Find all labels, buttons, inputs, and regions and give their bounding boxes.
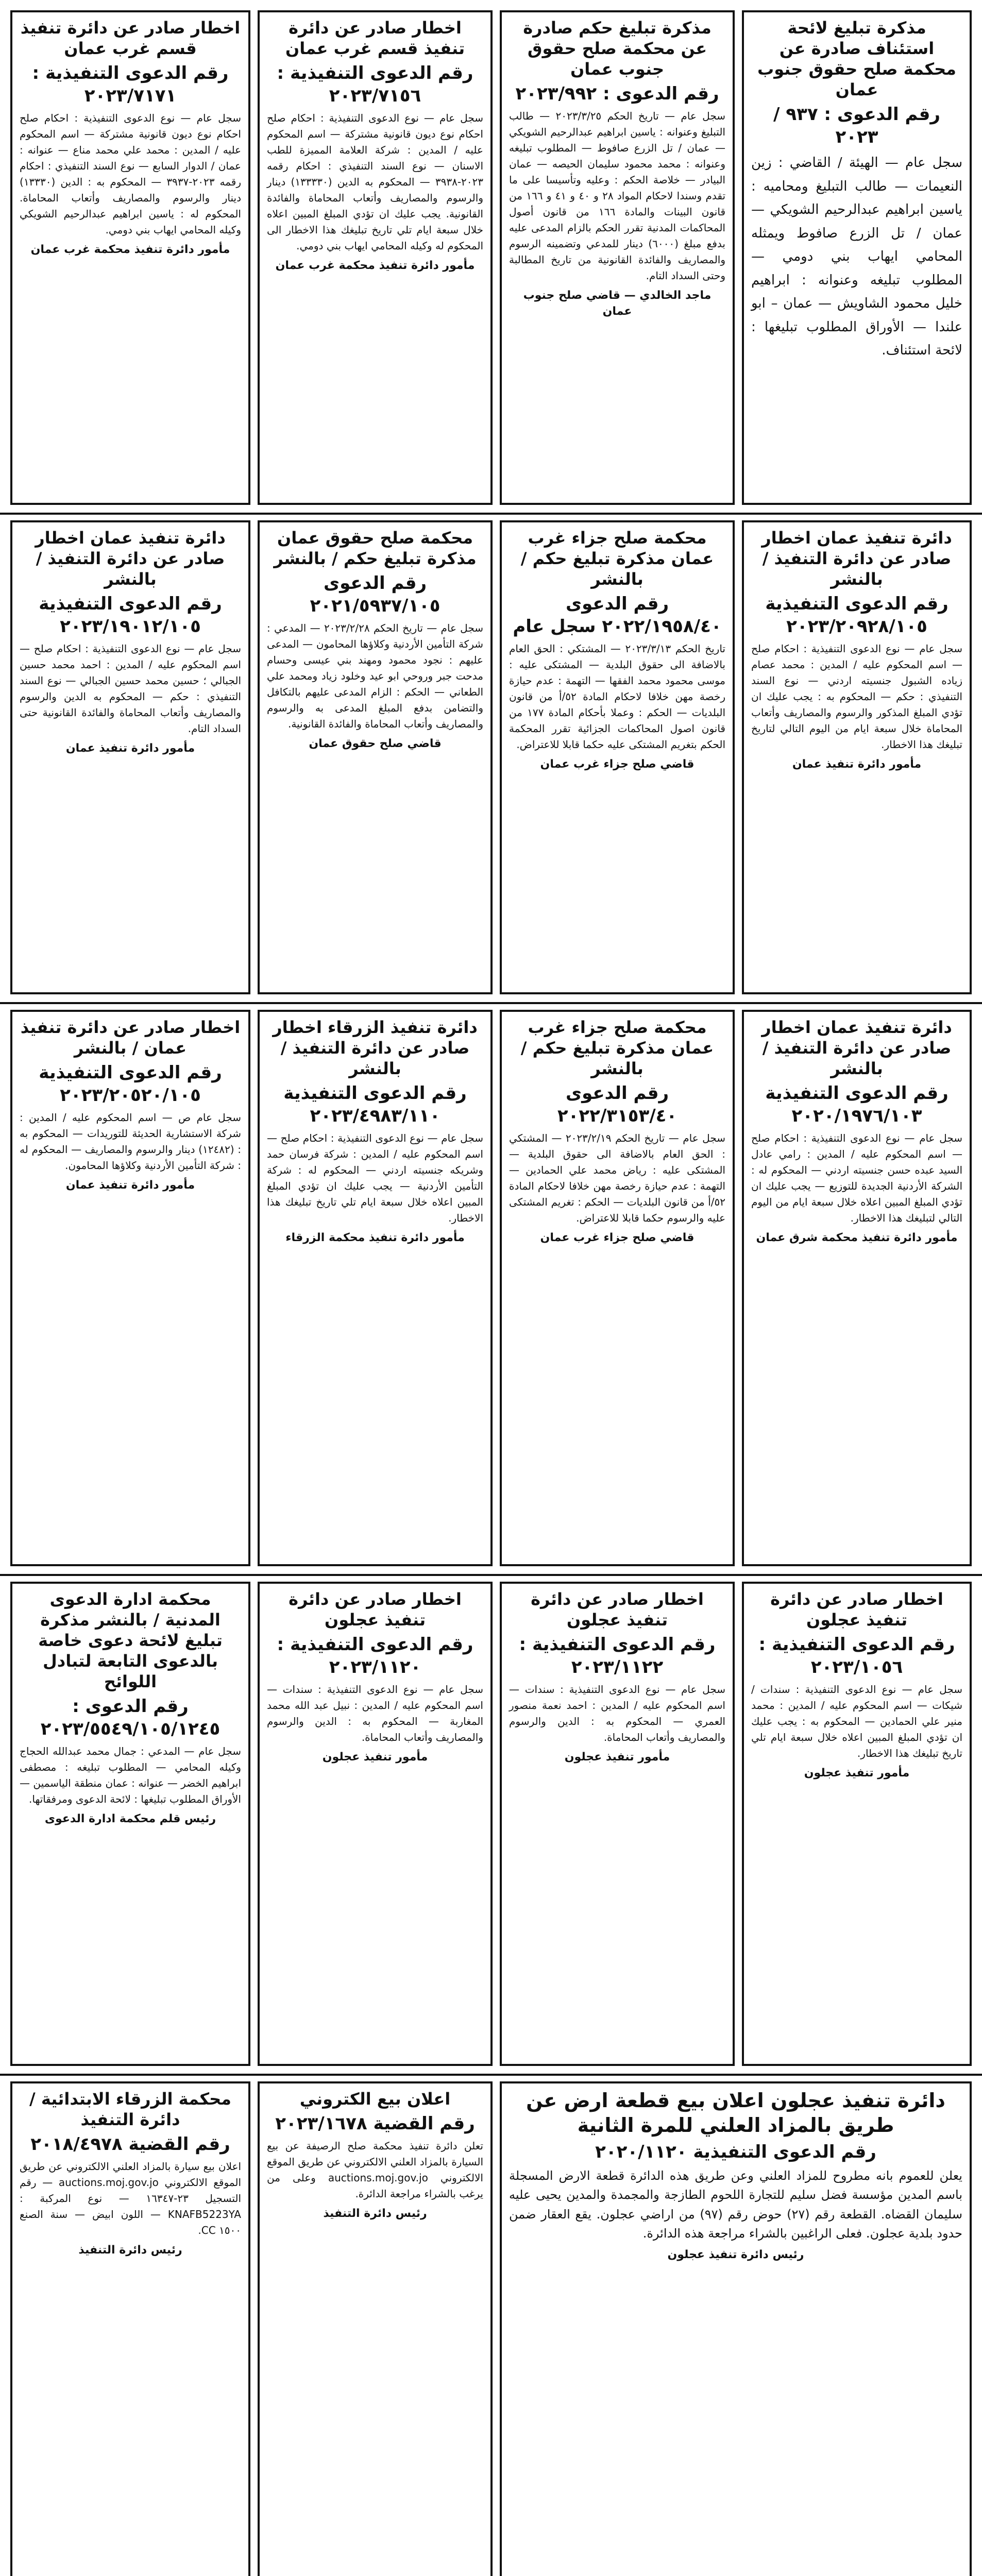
- row-divider: [0, 2074, 982, 2076]
- notice-header: محكمة ادارة الدعوى المدنية / بالنشر مذكرة تبليغ لائحة دعوى خاصة بالدعوى التابعة لتبادل اللوائح: [38, 1589, 223, 1691]
- notice-body: تعلن دائرة تنفيذ محكمة صلح الرصيفة عن بيع السيارة بالمزاد العلني الالكتروني عن طريق الموقع الالكتروني auctions.moj.gov.jo وعلى من يرغب بالشراء مراجعة الدائرة.: [267, 2140, 483, 2200]
- notice-body: سجل عام — تاريخ الحكم ٢٠٢٣/٢/٢٨ — المدعي : شركة التأمين الأردنية وكلاؤها المحامون — المدعى عليهم : نجود محمود ومهند بني عيسى وحسام مدحت جبر وروحي ابو عيد وخلود زياد ومحمد علي الطعاني — الحكم : الزام المدعى عليهم بالتكافل والتضامن بدفع المبلغ المدعى به والرسوم والمصاريف وأتعاب المحاماة والفائدة القانونية.: [267, 622, 483, 731]
- notice-case-number: رقم الدعوى ٢٠٢٢/١٩٥٨/٤٠ سجل عام: [513, 594, 722, 637]
- notice-header: محكمة صلح جزاء غرب عمان مذكرة تبليغ حكم / بالنشر: [520, 1018, 714, 1078]
- notice-electronic-sale-1: [258, 2081, 493, 2576]
- notice-execution-amman-1: [742, 520, 972, 994]
- notice-header: اخطار صادر عن دائرة تنفيذ قسم غرب عمان: [285, 18, 465, 58]
- notice-case-number: رقم الدعوى : ٢٠٢٣/٩٩٢: [515, 83, 719, 104]
- notice-header: اعلان بيع الكتروني: [299, 2089, 451, 2109]
- notice-appeal: [742, 10, 972, 505]
- notice-footer: مأمور تنفيذ عجلون: [804, 1767, 910, 1780]
- notice-body: اعلان بيع سيارة بالمزاد العلني الالكتروني عن طريق الموقع الالكتروني auctions.moj.gov.jo — رقم التسجيل ٢٣-١٦٣٤٧ — نوع المركبة : KNAFB5223YA — اللون ابيض — سنة الصنع ١٥٠٠ CC.: [20, 2160, 242, 2237]
- notice-body: سجل عام — نوع الدعوى التنفيذية : احكام صلح احكام نوع ديون قانونية مشتركة — اسم المحكوم عليه / المدين : محمد علي محمد مناع — عنوانه : عمان / الدوار السابع — نوع السند التنفيذي : احكام رقمه ٢٠٢٣-٣٩٣٧ — المحكوم به : الدين (١٣٣٣٠) دينار والرسوم والمصاريف وأتعاب المحاماة. المحكوم له : ياسين ابراهيم عبدالرحيم الشويكي وكيله المحامي ايهاب بني دومي.: [20, 112, 241, 236]
- notice-body: سجل عام — تاريخ الحكم ٢٠٢٣/٣/٢٥ — طالب التبليغ وعنوانه : ياسين ابراهيم عبدالرحيم الشويكي — عمان / تل الزرع صافوط — المطلوب تبليغه وعنوانه : محمد محمود سليمان الحيصه — عمان البيادر — خلاصة الحكم : وعليه وتأسيسا على ما تقدم وسندا لاحكام المواد ٢٨ و ٤٠ و ٤١ و ١٦٦ من قانون البينات والمادة ١٦٦ من قانون أصول المحاكمات المدنية تقرر الحكم بالزام المدعى عليه بدفع مبلغ (٦٠٠٠) دينار للمدعي وتضمينه الرسوم والمصاريف والفائدة القانونية من تاريخ المطالبة وحتى السداد التام.: [509, 110, 726, 282]
- notice-case-number: رقم الدعوى : ٢٠٢٣/٥٥٤٩/١٠٥/١٢٤٥: [40, 1696, 221, 1740]
- notice-case-number: رقم الدعوى ٢٠٢١/٥٩٣٧/١٠٥: [310, 573, 441, 617]
- notice-case-management: [10, 1582, 250, 2066]
- notice-execution-ajloun-3: [258, 1582, 493, 2066]
- notice-body: سجل عام ص — اسم المحكوم عليه / المدين : شركة الاستشارية الحديثة للتوريدات — المحكوم به : (١٢٤٨٢) دينار والرسوم والمصاريف — المحكوم له : شركة التأمين الأردنية وكلاؤها المحامون.: [20, 1111, 241, 1172]
- notice-civil-amman: [258, 520, 493, 994]
- notice-header: دائرة تنفيذ عمان اخطار صادر عن دائرة التنفيذ / بالنشر: [761, 528, 952, 589]
- notice-header: دائرة تنفيذ عمان اخطار صادر عن دائرة التنفيذ / بالنشر: [761, 1018, 952, 1078]
- row-divider: [0, 513, 982, 515]
- notice-body: سجل عام — نوع الدعوى التنفيذية : سندات / شيكات — اسم المحكوم عليه / المدين : محمد منير علي الحمادين — المحكوم به : يجب عليك ان تؤدي المبلغ المبين اعلاه خلال سبعة ايام تلي تاريخ تبليغك هذا الاخطار.: [751, 1683, 962, 1760]
- notice-body: سجل عام — نوع الدعوى التنفيذية : احكام صلح — اسم المحكوم عليه / المدين : شركة فرسان حمد وشريكه جنسيته اردني — المحكوم له : شركة التأمين الأردنية — يجب عليك ان تؤدي المبلغ المبين اعلاه خلال سبعة ايام تلي تاريخ تبليغك هذا الاخطار.: [267, 1132, 483, 1225]
- notice-footer: مأمور دائرة تنفيذ عمان: [65, 742, 195, 755]
- notice-footer: مأمور تنفيذ عجلون: [322, 1751, 428, 1764]
- notice-criminal-west-amman-1: [500, 520, 735, 994]
- notice-footer: رئيس قلم محكمة ادارة الدعوى: [44, 1812, 216, 1826]
- notice-case-number: رقم الدعوى التنفيذية ٢٠٢٣/٤٩٨٣/١١٠: [283, 1083, 467, 1127]
- notice-header: اخطار صادر عن دائرة تنفيذ عجلون: [770, 1589, 943, 1630]
- notice-footer: مأمور دائرة تنفيذ عمان: [65, 1179, 195, 1192]
- notice-case-number: رقم الدعوى التنفيذية : ٢٠٢٣/٧١٥٦: [277, 63, 473, 107]
- notice-judgment-summons: [500, 10, 735, 505]
- notice-execution-amman-2: [10, 520, 250, 994]
- notice-header: اخطار صادر عن دائرة تنفيذ عجلون: [289, 1589, 462, 1630]
- notice-case-number: رقم الدعوى ٢٠٢٢/٣١٥٣/٤٠: [557, 1083, 678, 1127]
- notice-execution-amman-3: [10, 1010, 250, 1566]
- notice-footer: مأمور دائرة تنفيذ عمان: [792, 758, 922, 771]
- notice-criminal-west-amman-2: [500, 1010, 735, 1566]
- row-divider: [0, 1574, 982, 1576]
- notice-case-number: رقم الدعوى التنفيذية ٢٠٢٠/١١٢٠: [595, 2142, 876, 2162]
- notice-case-number: رقم القضية ٢٠١٨/٤٩٧٨: [30, 2134, 230, 2155]
- notice-footer: مأمور تنفيذ عجلون: [564, 1751, 670, 1764]
- notice-body: تاريخ الحكم ٢٠٢٣/٣/١٣ — المشتكي : الحق العام بالاضافة الى حقوق البلدية — المشتكى عليه : موسى محمود محمد الفقها — التهمة : عدم حيازة رخصة مهن خلافا لاحكام المادة ٥٢/أ من قانون البلديات — الحكم : وعملا بأحكام المادة ١٧٧ من قانون اصول المحاكمات الجزائية تقرر المحكمة الحكم بتغريم المشتكى عليه حكما قابلا للاعتراض.: [509, 642, 726, 751]
- notice-header: اخطار صادر عن دائرة تنفيذ عمان / بالنشر: [20, 1018, 241, 1058]
- notice-header: محكمة صلح جزاء غرب عمان مذكرة تبليغ حكم / بالنشر: [520, 528, 714, 589]
- notice-body: سجل عام — الهيئة / القاضي : زين النعيمات — طالب التبليغ ومحاميه : ياسين ابراهيم عبدالرحيم الشويكي — عمان / تل الزرع صافوط ويمثله المحامي ايهاب بني دومي — المطلوب تبليغه وعنوانه : ابراهيم خليل محمود الشاويش — عمان – ابو علندا — الأوراق المطلوب تبليغها : لائحة استئناف.: [751, 155, 962, 359]
- notice-header: مذكرة تبليغ حكم صادرة عن محكمة صلح حقوق جنوب عمان: [523, 18, 712, 79]
- notice-case-number: رقم الدعوى التنفيذية ٢٠٢٣/٢٠٥٢٠/١٠٥: [39, 1062, 222, 1106]
- notice-footer: رئيس دائرة التنفيذ: [323, 2207, 427, 2221]
- notice-case-number: رقم الدعوى التنفيذية : ٢٠٢٣/٧١٧١: [32, 63, 229, 107]
- notice-footer: رئيس دائرة التنفيذ: [78, 2244, 182, 2257]
- notice-case-number: رقم الدعوى التنفيذية : ٢٠٢٣/١١٢٢: [519, 1634, 716, 1678]
- notice-case-number: رقم الدعوى التنفيذية : ٢٠٢٣/١٠٥٦: [758, 1634, 955, 1678]
- notice-footer: قاضي صلح جزاء غرب عمان: [540, 758, 695, 771]
- notice-body: سجل عام — تاريخ الحكم ٢٠٢٣/٢/١٩ — المشتكي : الحق العام بالاضافة الى حقوق البلدية — المشتكى عليه : رياض محمد علي الحمادين — التهمة : عدم حيازة رخصة مهن خلافا لاحكام المادة ٥٢/أ من قانون البلديات — الحكم : تغريم المشتكى عليه والرسوم حكما قابلا للاعتراض.: [509, 1132, 725, 1225]
- notice-header: دائرة تنفيذ عجلون اعلان بيع قطعة ارض عن طريق بالمزاد العلني للمرة الثانية: [526, 2089, 945, 2137]
- notice-execution-west-amman-2: [10, 10, 250, 505]
- notice-body: سجل عام — نوع الدعوى التنفيذية : احكام صلح — اسم المحكوم عليه / المدين : محمد عصام زياده الشبول جنسيته اردني — نوع السند التنفيذي : حكم — المحكوم به : يجب عليك ان تؤدي المبلغ المذكور والرسوم والمصاريف وأتعاب المحاماة خلال سبعة ايام من اليوم التالي لتاريخ تبليغك هذا الاخطار.: [751, 642, 962, 751]
- notice-zarqa-vehicle-sale: [10, 2081, 250, 2576]
- notice-case-number: رقم الدعوى التنفيذية ٢٠٢٣/١٩٠١٢/١٠٥: [39, 594, 222, 637]
- notice-execution-zarqa: [258, 1010, 493, 1566]
- notice-header: مذكرة تبليغ لائحة استئناف صادرة عن محكمة صلح حقوق جنوب عمان: [757, 18, 956, 99]
- notice-footer: قاضي صلح جزاء غرب عمان: [540, 1231, 695, 1245]
- notice-case-number: رقم الدعوى التنفيذية ٢٠٢٠/١٩٧٦/١٠٣: [765, 1083, 949, 1127]
- notice-footer: قاضي صلح حقوق عمان: [309, 737, 442, 751]
- notice-footer: رئيس دائرة تنفيذ عجلون: [667, 2248, 804, 2261]
- notice-execution-ajloun-1: [742, 1582, 972, 2066]
- notice-header: محكمة صلح حقوق عمان مذكرة تبليغ حكم / بالنشر: [274, 528, 477, 568]
- notice-land-auction-ajloun: [500, 2081, 972, 2576]
- notice-footer: مأمور دائرة تنفيذ محكمة غرب عمان: [275, 259, 475, 273]
- notice-header: دائرة تنفيذ الزرقاء اخطار صادر عن دائرة التنفيذ / بالنشر: [273, 1018, 478, 1078]
- notice-case-number: رقم القضية ٢٠٢٣/١٦٧٨: [275, 2113, 475, 2134]
- notice-footer: ماجد الخالدي — قاضي صلح جنوب عمان: [523, 289, 712, 318]
- notice-execution-east-amman: [742, 1010, 972, 1566]
- notice-header: اخطار صادر عن دائرة تنفيذ قسم غرب عمان: [20, 18, 241, 58]
- notice-body: سجل عام — نوع الدعوى التنفيذية : سندات — اسم المحكوم عليه / المدين : احمد نعمة منصور العمري — المحكوم به : الدين والرسوم والمصاريف وأتعاب المحاماة.: [509, 1683, 725, 1744]
- notice-body: سجل عام — نوع الدعوى التنفيذية : احكام صلح — اسم المحكوم عليه / المدين : احمد محمد حسين الجبالي ؛ حسين محمد حسين الجبالي — نوع السند التنفيذي : حكم — المحكوم به الدين والرسوم والمصاريف وأتعاب المحاماة والفائدة القانونية حتى السداد التام.: [20, 642, 241, 735]
- notice-footer: مأمور دائرة تنفيذ محكمة الزرقاء: [285, 1231, 465, 1245]
- notice-case-number: رقم الدعوى التنفيذية : ٢٠٢٣/١١٢٠: [277, 1634, 473, 1678]
- notice-execution-ajloun-2: [500, 1582, 735, 2066]
- notice-case-number: رقم الدعوى التنفيذية ٢٠٢٣/٢٠٩٢٨/١٠٥: [765, 594, 949, 637]
- notice-execution-west-amman-1: [258, 10, 493, 505]
- notice-footer: مأمور دائرة تنفيذ محكمة شرق عمان: [756, 1231, 958, 1245]
- notice-body: سجل عام — نوع الدعوى التنفيذية : احكام صلح احكام نوع ديون قانونية مشتركة — اسم المحكوم عليه / المدين : شركة العلامة المميزة للطب الاسنان — نوع السند التنفيذي : احكام رقمه ٢٠٢٣-٣٩٣٨ — المحكوم به الدين (١٣٣٣٣٠) دينار والرسوم والمصاريف وأتعاب المحاماة والفائدة القانونية. يجب عليك ان تؤدي المبلغ المبين اعلاه خلال سبعة ايام تلي تاريخ تبليغك هذا الاخطار الى المحكوم له وكيله المحامي ايهاب بني دومي.: [267, 112, 484, 252]
- notice-footer: مأمور دائرة تنفيذ محكمة غرب عمان: [30, 243, 230, 257]
- notice-header: اخطار صادر عن دائرة تنفيذ عجلون: [531, 1589, 704, 1630]
- notice-case-number: رقم الدعوى : ٩٣٧ / ٢٠٢٣: [773, 104, 940, 148]
- notice-body: سجل عام — نوع الدعوى التنفيذية : احكام صلح — اسم المحكوم عليه / المدين : رامي عادل السيد عبده حسن جنسيته اردني — المحكوم له : الشركة الأردنية الجديدة للتوزيع — يجب عليك ان تؤدي المبلغ المبين اعلاه خلال سبعة ايام من اليوم التالي لتبليغك هذا الاخطار.: [751, 1132, 962, 1225]
- notice-header: محكمة الزرقاء الابتدائية / دائرة التنفيذ: [29, 2089, 231, 2129]
- notice-body: سجل عام — نوع الدعوى التنفيذية : سندات — اسم المحكوم عليه / المدين : نبيل عبد الله محمد المغاربة — المحكوم به : الدين والرسوم والمصاريف وأتعاب المحاماة.: [267, 1683, 483, 1744]
- notice-body: يعلن للعموم بانه مطروح للمزاد العلني وعن طريق هذه الدائرة قطعة الارض المسجلة باسم المدين مؤسسة فضل سليم للتجارة اللحوم الطازجة والمجمدة والمدين يحيى عليه سليمان القضاه. القطعة رقم (٢٧) حوض رقم (٩٧) من اراضي عجلون. يقع العقار ضمن حدود بلدية عجلون. فعلى الراغبين بالشراء مراجعة هذه الدائرة.: [509, 2168, 962, 2241]
- notice-header: دائرة تنفيذ عمان اخطار صادر عن دائرة التنفيذ / بالنشر: [35, 528, 226, 589]
- notice-body: سجل عام — المدعي : جمال محمد عبدالله الحجاج وكيله المحامي — المطلوب تبليغه : مصطفى ابراهيم الخضر — عنوانه : عمان منطقة الياسمين — الأوراق المطلوب تبليغها : لائحة الدعوى ومرفقاتها.: [20, 1745, 241, 1806]
- row-divider: [0, 1002, 982, 1004]
